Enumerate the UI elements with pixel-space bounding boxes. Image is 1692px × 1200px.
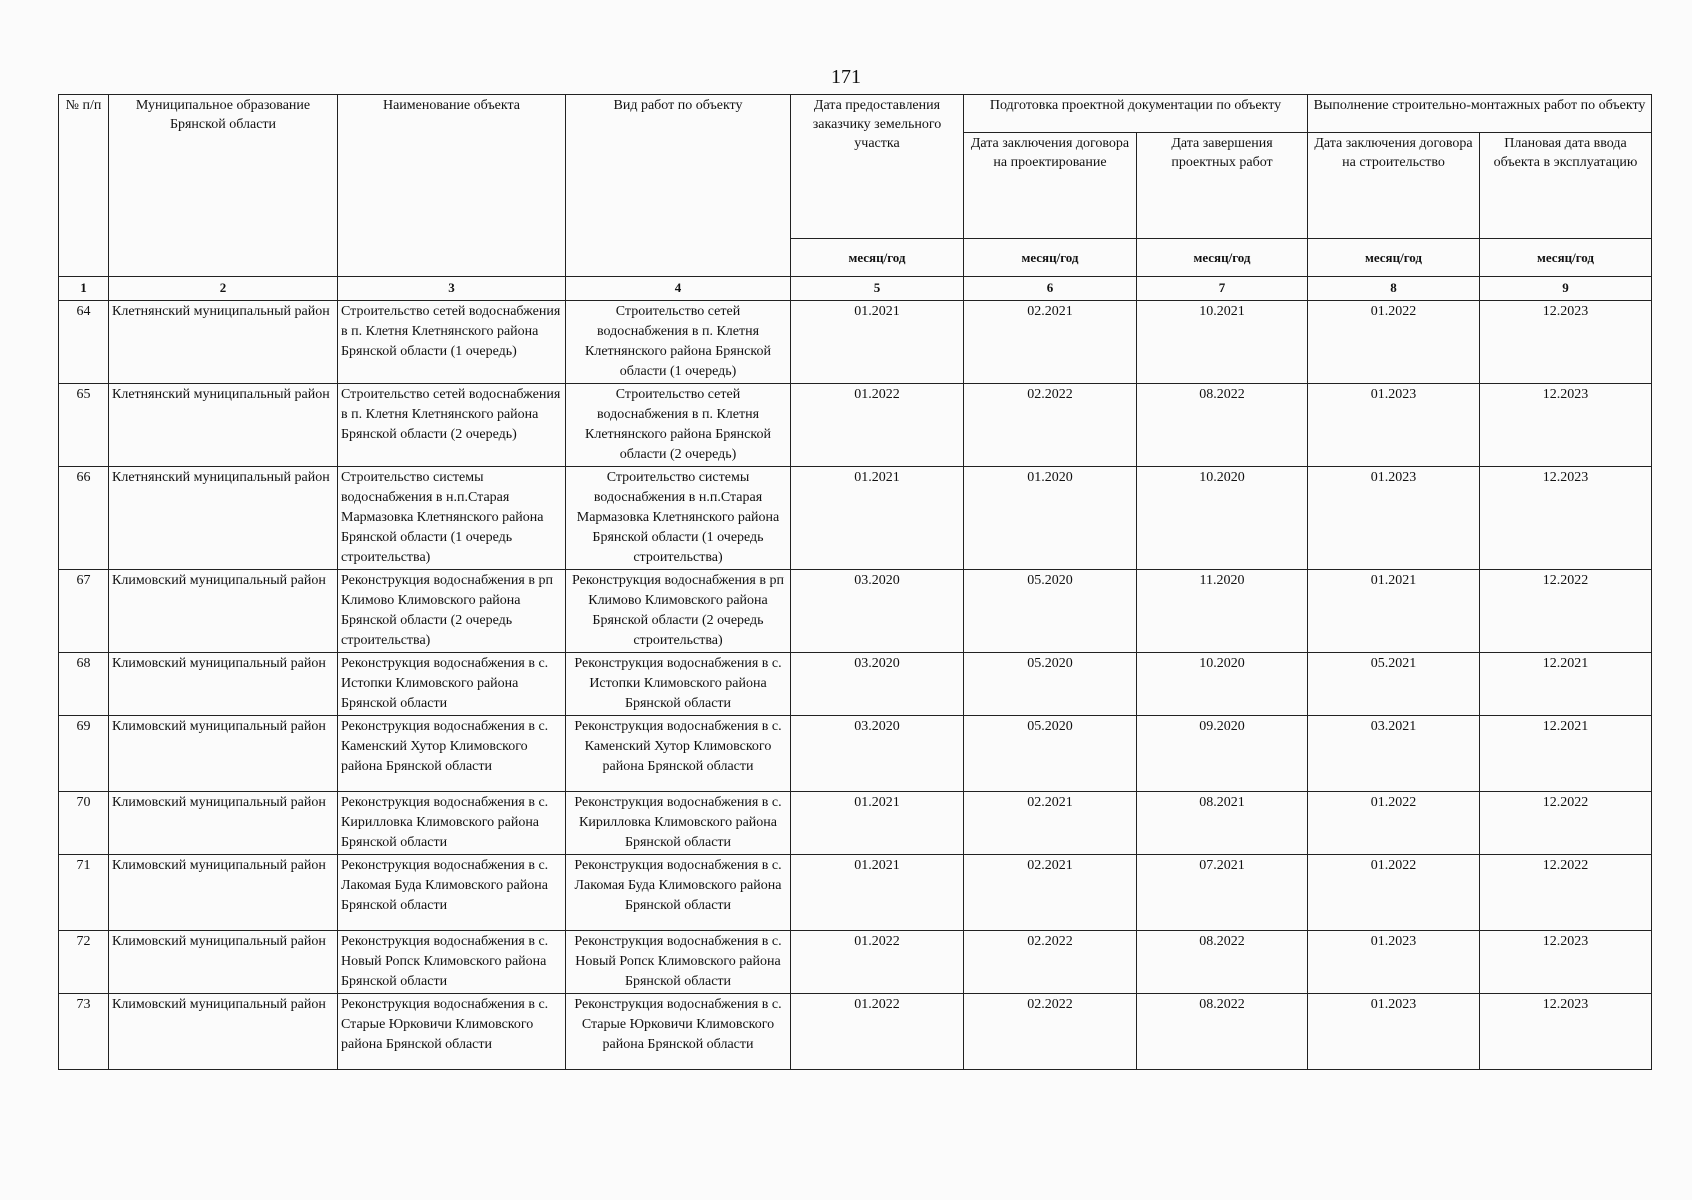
table-row [59, 384, 1652, 467]
build-contract-date-cell: 01.2022 [1308, 855, 1480, 931]
header-object: Наименование объекта [338, 95, 566, 277]
municipality-cell: Климовский муниципальный район [109, 716, 338, 792]
land-date-cell: 01.2022 [791, 931, 964, 994]
header-design-end: Дата завершения проектных работ [1137, 133, 1308, 239]
unit-label: месяц/год [1137, 239, 1308, 277]
land-date-cell: 03.2020 [791, 570, 964, 653]
table-row [59, 855, 1652, 931]
header-land-date: Дата предоставления заказчику земельного участка [791, 95, 964, 239]
column-number: 1 [59, 277, 109, 301]
row-number: 68 [59, 653, 109, 716]
object-name-cell: Реконструкция водоснабжения в с. Кирилловка Климовского района Брянской области [338, 792, 566, 855]
design-end-date-cell: 11.2020 [1137, 570, 1308, 653]
row-number: 72 [59, 931, 109, 994]
build-contract-date-cell: 01.2023 [1308, 994, 1480, 1070]
municipality-cell: Климовский муниципальный район [109, 570, 338, 653]
row-number: 67 [59, 570, 109, 653]
commission-date-cell: 12.2022 [1480, 792, 1652, 855]
column-number: 9 [1480, 277, 1652, 301]
municipality-cell: Клетнянский муниципальный район [109, 384, 338, 467]
design-contract-date-cell: 05.2020 [964, 653, 1137, 716]
table-row [59, 467, 1652, 570]
table-row [59, 570, 1652, 653]
row-number: 65 [59, 384, 109, 467]
work-type-cell: Реконструкция водоснабжения в с. Лакомая Буда Климовского района Брянской области [566, 855, 791, 931]
land-date-cell: 01.2021 [791, 301, 964, 384]
build-contract-date-cell: 01.2022 [1308, 792, 1480, 855]
design-end-date-cell: 08.2021 [1137, 792, 1308, 855]
design-end-date-cell: 08.2022 [1137, 931, 1308, 994]
design-end-date-cell: 10.2021 [1137, 301, 1308, 384]
object-name-cell: Строительство сетей водоснабжения в п. Клетня Клетнянского района Брянской области (1 очередь) [338, 301, 566, 384]
build-contract-date-cell: 01.2022 [1308, 301, 1480, 384]
object-name-cell: Реконструкция водоснабжения в с. Каменский Хутор Климовского района Брянской области [338, 716, 566, 792]
table-row [59, 653, 1652, 716]
commission-date-cell: 12.2023 [1480, 931, 1652, 994]
design-end-date-cell: 08.2022 [1137, 994, 1308, 1070]
work-type-cell: Реконструкция водоснабжения в с. Каменский Хутор Климовского района Брянской области [566, 716, 791, 792]
header-build-group: Выполнение строительно-монтажных работ по объекту [1308, 95, 1652, 133]
table-row [59, 994, 1652, 1070]
object-name-cell: Реконструкция водоснабжения в с. Новый Ропск Климовского района Брянской области [338, 931, 566, 994]
land-date-cell: 03.2020 [791, 716, 964, 792]
column-number: 2 [109, 277, 338, 301]
design-contract-date-cell: 02.2022 [964, 994, 1137, 1070]
design-contract-date-cell: 02.2021 [964, 855, 1137, 931]
build-contract-date-cell: 01.2023 [1308, 384, 1480, 467]
unit-label: месяц/год [1480, 239, 1652, 277]
table-row [59, 931, 1652, 994]
object-name-cell: Реконструкция водоснабжения в рп Климово Климовского района Брянской области (2 очередь строительства) [338, 570, 566, 653]
object-name-cell: Строительство системы водоснабжения в н.п.Старая Мармазовка Клетнянского района Брянской области (1 очередь строительства) [338, 467, 566, 570]
design-contract-date-cell: 02.2021 [964, 792, 1137, 855]
row-number: 73 [59, 994, 109, 1070]
row-number: 69 [59, 716, 109, 792]
design-contract-date-cell: 02.2022 [964, 384, 1137, 467]
header-num: № п/п [59, 95, 109, 277]
build-contract-date-cell: 01.2023 [1308, 467, 1480, 570]
unit-label: месяц/год [964, 239, 1137, 277]
column-number: 7 [1137, 277, 1308, 301]
header-commission: Плановая дата ввода объекта в эксплуатацию [1480, 133, 1652, 239]
commission-date-cell: 12.2021 [1480, 716, 1652, 792]
work-type-cell: Реконструкция водоснабжения в с. Старые Юрковичи Климовского района Брянской области [566, 994, 791, 1070]
work-type-cell: Строительство сетей водоснабжения в п. Клетня Клетнянского района Брянской области (1 очередь) [566, 301, 791, 384]
design-contract-date-cell: 02.2021 [964, 301, 1137, 384]
row-number: 71 [59, 855, 109, 931]
column-number-row [59, 277, 1652, 301]
design-end-date-cell: 10.2020 [1137, 653, 1308, 716]
commission-date-cell: 12.2021 [1480, 653, 1652, 716]
municipality-cell: Клетнянский муниципальный район [109, 301, 338, 384]
column-number: 5 [791, 277, 964, 301]
build-contract-date-cell: 03.2021 [1308, 716, 1480, 792]
unit-label: месяц/год [1308, 239, 1480, 277]
header-municipality: Муниципальное образование Брянской области [109, 95, 338, 277]
document-table [58, 94, 1652, 1070]
land-date-cell: 01.2021 [791, 792, 964, 855]
work-type-cell: Строительство системы водоснабжения в н.п.Старая Мармазовка Клетнянского района Брянской области (1 очередь строительства) [566, 467, 791, 570]
object-name-cell: Реконструкция водоснабжения в с. Истопки Климовского района Брянской области [338, 653, 566, 716]
unit-label: месяц/год [791, 239, 964, 277]
header-row-1 [59, 95, 1652, 133]
land-date-cell: 01.2022 [791, 994, 964, 1070]
municipality-cell: Климовский муниципальный район [109, 855, 338, 931]
row-number: 64 [59, 301, 109, 384]
column-number: 8 [1308, 277, 1480, 301]
commission-date-cell: 12.2022 [1480, 855, 1652, 931]
design-contract-date-cell: 01.2020 [964, 467, 1137, 570]
object-name-cell: Реконструкция водоснабжения в с. Старые Юрковичи Климовского района Брянской области [338, 994, 566, 1070]
column-number: 4 [566, 277, 791, 301]
build-contract-date-cell: 05.2021 [1308, 653, 1480, 716]
land-date-cell: 01.2021 [791, 467, 964, 570]
land-date-cell: 01.2022 [791, 384, 964, 467]
design-end-date-cell: 07.2021 [1137, 855, 1308, 931]
table-row [59, 792, 1652, 855]
design-contract-date-cell: 05.2020 [964, 570, 1137, 653]
build-contract-date-cell: 01.2023 [1308, 931, 1480, 994]
object-name-cell: Строительство сетей водоснабжения в п. Клетня Клетнянского района Брянской области (2 очередь) [338, 384, 566, 467]
work-type-cell: Строительство сетей водоснабжения в п. Клетня Клетнянского района Брянской области (2 очередь) [566, 384, 791, 467]
column-number: 6 [964, 277, 1137, 301]
work-type-cell: Реконструкция водоснабжения в с. Кирилловка Климовского района Брянской области [566, 792, 791, 855]
design-end-date-cell: 08.2022 [1137, 384, 1308, 467]
page-number: 171 [831, 66, 861, 88]
municipality-cell: Климовский муниципальный район [109, 994, 338, 1070]
commission-date-cell: 12.2023 [1480, 467, 1652, 570]
municipality-cell: Климовский муниципальный район [109, 931, 338, 994]
header-work-type: Вид работ по объекту [566, 95, 791, 277]
municipality-cell: Клетнянский муниципальный район [109, 467, 338, 570]
design-end-date-cell: 10.2020 [1137, 467, 1308, 570]
table-row [59, 301, 1652, 384]
work-type-cell: Реконструкция водоснабжения в рп Климово Климовского района Брянской области (2 очередь строительства) [566, 570, 791, 653]
commission-date-cell: 12.2023 [1480, 994, 1652, 1070]
commission-date-cell: 12.2023 [1480, 301, 1652, 384]
row-number: 66 [59, 467, 109, 570]
municipality-cell: Климовский муниципальный район [109, 653, 338, 716]
design-contract-date-cell: 05.2020 [964, 716, 1137, 792]
design-contract-date-cell: 02.2022 [964, 931, 1137, 994]
header-design-group: Подготовка проектной документации по объекту [964, 95, 1308, 133]
land-date-cell: 03.2020 [791, 653, 964, 716]
object-name-cell: Реконструкция водоснабжения в с. Лакомая Буда Климовского района Брянской области [338, 855, 566, 931]
work-type-cell: Реконструкция водоснабжения в с. Новый Ропск Климовского района Брянской области [566, 931, 791, 994]
table-row [59, 716, 1652, 792]
work-type-cell: Реконструкция водоснабжения в с. Истопки Климовского района Брянской области [566, 653, 791, 716]
row-number: 70 [59, 792, 109, 855]
design-end-date-cell: 09.2020 [1137, 716, 1308, 792]
commission-date-cell: 12.2023 [1480, 384, 1652, 467]
column-number: 3 [338, 277, 566, 301]
header-build-contract: Дата заключения договора на строительство [1308, 133, 1480, 239]
header-design-contract: Дата заключения договора на проектирование [964, 133, 1137, 239]
land-date-cell: 01.2021 [791, 855, 964, 931]
build-contract-date-cell: 01.2021 [1308, 570, 1480, 653]
municipality-cell: Климовский муниципальный район [109, 792, 338, 855]
commission-date-cell: 12.2022 [1480, 570, 1652, 653]
